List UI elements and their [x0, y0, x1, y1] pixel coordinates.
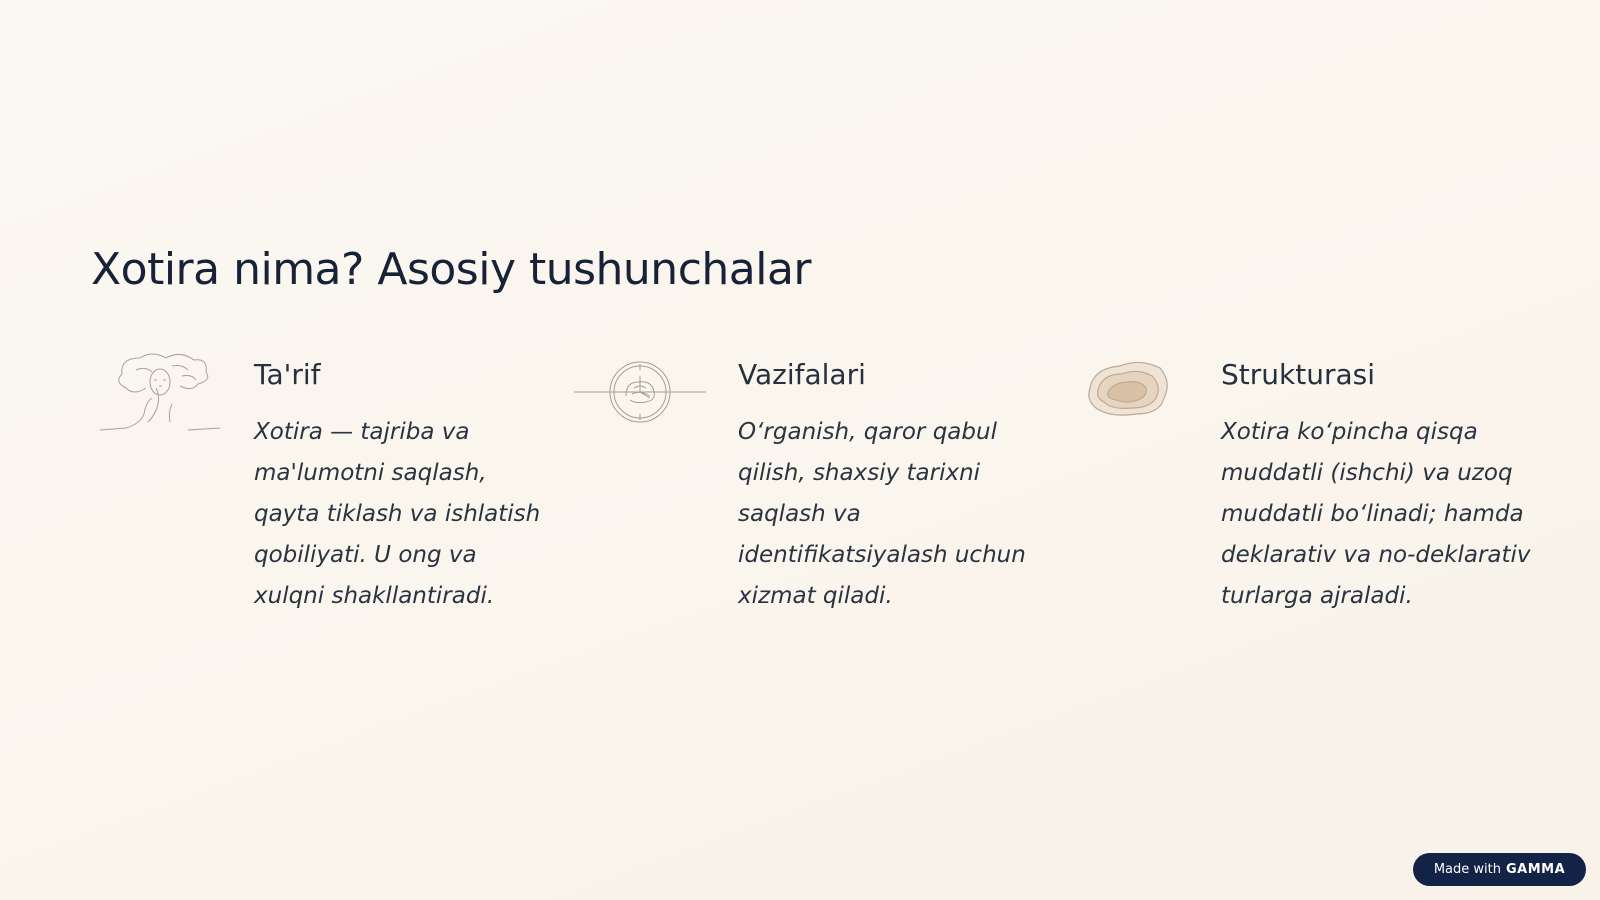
memory-layers-icon	[1080, 352, 1220, 432]
brain-head-icon	[96, 352, 236, 432]
card-text: O‘rganish, qaror qabul qilish, shaxsiy tarixni saqlash va identifikatsiyalash uchun xizmat qiladi.	[738, 419, 1026, 609]
card-text: Xotira ko‘pincha qisqa muddatli (ishchi) va uzoq muddatli bo‘linadi; hamda deklarativ va no-deklarativ turlarga ajraladi.	[1221, 419, 1531, 609]
clock-brain-icon	[570, 352, 710, 432]
slide-title: Xotira nima? Asosiy tushunchalar	[91, 244, 812, 295]
card-functions	[570, 352, 1050, 682]
card-structure	[1080, 352, 1550, 682]
badge-prefix: Made with	[1433, 862, 1501, 877]
card-heading: Strukturasi	[1221, 358, 1375, 391]
card-text: Xotira — tajriba va ma'lumotni saqlash, qayta tiklash va ishlatish qobiliyati. U ong va xulqni shakllantiradi.	[254, 419, 541, 609]
made-with-gamma-badge[interactable]	[1413, 853, 1586, 886]
card-heading: Ta'rif	[254, 358, 321, 391]
gamma-logo: GAMMA	[1505, 862, 1566, 877]
card-heading: Vazifalari	[738, 358, 866, 391]
card-definition	[96, 352, 556, 682]
